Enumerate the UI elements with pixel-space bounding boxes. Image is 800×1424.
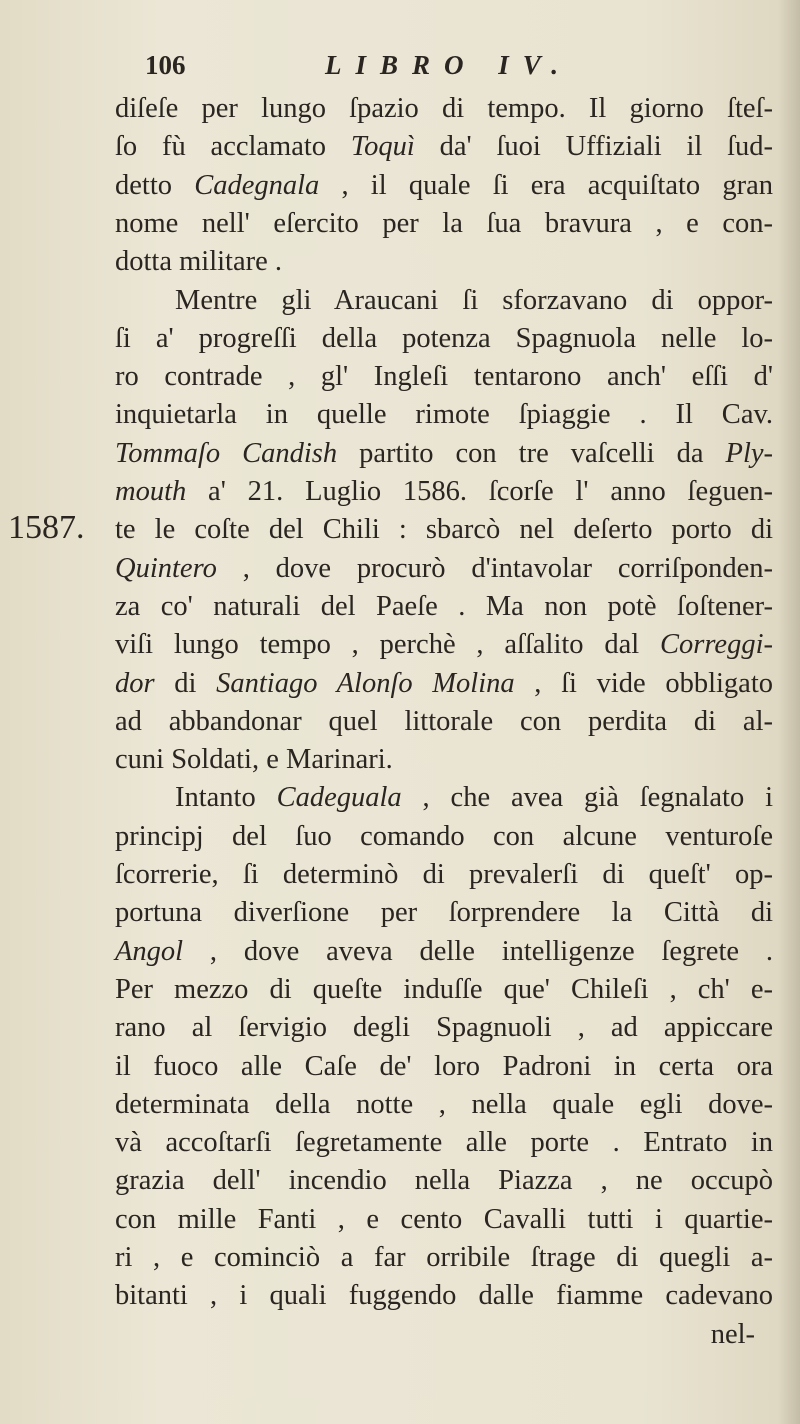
text-line [115, 590, 773, 624]
text-line [115, 1126, 773, 1160]
text-line [115, 169, 773, 203]
text-segment: , dove aveva delle intelligenze ſegrete . [183, 935, 773, 967]
text-line [115, 130, 773, 164]
text-line [115, 858, 773, 892]
text-line [115, 1050, 773, 1084]
text-segment: partito con tre vaſcelli da [337, 437, 726, 469]
text-line [115, 628, 773, 662]
italic-text: dor [115, 667, 155, 699]
running-head: LIBRO IV. [325, 50, 573, 80]
text-segment: dotta militare . [115, 246, 282, 278]
text-segment: cuni Soldati, e Marinari. [115, 744, 393, 776]
text-segment: bitanti , i quali fuggendo dalle fiamme cadevano [115, 1280, 773, 1312]
text-line [115, 552, 773, 586]
text-segment: da' ſuoi Uffiziali il ſud- [414, 131, 774, 163]
text-line [115, 1241, 773, 1275]
text-line [115, 1279, 773, 1313]
text-line [115, 1088, 773, 1122]
text-segment: ſo fù acclamato [115, 131, 351, 163]
text-line [175, 781, 773, 815]
text-segment: , il quale ſi era acquiſtato gran [319, 169, 773, 201]
text-segment: za co' naturali del Paeſe . Ma non potè ſoſtener- [115, 590, 773, 622]
text-segment: ſcorrerie, ſi determinò di prevalerſi di queſt' op- [115, 859, 773, 890]
text-segment: inquietarla in quelle rimote ſpiaggie . Il Cav. [115, 399, 773, 431]
text-segment: ſi a' progreſſi della potenza Spagnuola nelle lo- [115, 322, 773, 354]
page-number: 106 [145, 50, 186, 80]
text-segment: a' 21. Luglio 1586. ſcorſe l' anno ſeguen- [186, 476, 773, 507]
text-segment: và accoſtarſi ſegretamente alle porte . Entrato in [115, 1127, 773, 1159]
text-line [115, 398, 773, 432]
italic-text: mouth [115, 476, 187, 507]
text-segment: Mentre gli Araucani ſi sforzavano di oppor- [175, 284, 773, 316]
text-segment: , che avea già ſegnalato i [401, 782, 773, 814]
text-segment: ro contrade , gl' Ingleſi tentarono anch' eſſi d' [115, 361, 773, 393]
margin-year-note: 1587. [8, 509, 85, 547]
text-line [115, 475, 773, 509]
text-line [115, 1203, 773, 1237]
text-segment: Intanto [175, 782, 277, 814]
italic-text: Santiago Alonſo Molina [216, 667, 515, 699]
text-segment: Per mezzo di queſte induſſe que' Chileſi , ch' e- [115, 973, 773, 1005]
text-line [115, 437, 773, 471]
text-segment: ri , e cominciò a far orribile ſtrage di quegli a- [115, 1242, 773, 1273]
text-segment: diſeſe per lungo ſpazio di tempo. Il giorno ſteſ- [115, 93, 773, 124]
text-segment: rano al ſervigio degli Spagnuoli , ad appiccare [115, 1012, 773, 1044]
text-segment: il fuoco alle Caſe de' loro Padroni in certa ora [115, 1050, 773, 1082]
text-line [115, 322, 773, 356]
text-line [115, 92, 773, 126]
italic-text: Cadegnala [194, 169, 320, 201]
italic-text: Cadeguala [276, 782, 402, 814]
text-line [115, 667, 773, 701]
text-line [115, 896, 773, 930]
text-segment: principj del ſuo comando con alcune venturoſe [115, 820, 773, 852]
italic-text: Tommaſo Candish [115, 437, 338, 469]
italic-text: Quintero [115, 552, 217, 584]
text-segment: determinata della notte , nella quale egli dove- [115, 1088, 773, 1120]
text-line [115, 705, 773, 739]
text-line [115, 1011, 773, 1045]
text-line [115, 245, 773, 279]
page-edge-shadow [778, 0, 800, 1424]
text-segment: nome nell' eſercito per la ſua bravura , e con- [115, 207, 773, 239]
text-line [115, 973, 773, 1007]
text-segment: di [154, 667, 217, 699]
text-line [115, 935, 773, 969]
italic-text: Angol [115, 935, 184, 967]
italic-text: Ply- [725, 437, 773, 469]
page-header [115, 50, 675, 86]
text-segment: portuna diverſione per ſorprendere la Città di [115, 897, 773, 929]
text-line [115, 207, 773, 241]
text-line [115, 513, 773, 547]
text-line [115, 820, 773, 854]
text-segment: , ſi vide obbligato [514, 667, 774, 699]
italic-text: Toquì [350, 131, 415, 163]
text-line [175, 284, 773, 318]
text-segment: grazia dell' incendio nella Piazza , ne occupò [115, 1165, 773, 1197]
text-line [115, 1318, 755, 1352]
text-segment: detto [115, 169, 195, 201]
italic-text: Correggi- [660, 629, 773, 661]
text-segment: , dove procurò d'intavolar corriſponden- [216, 552, 773, 584]
text-segment: con mille Fanti , e cento Cavalli tutti i quartie- [115, 1203, 773, 1235]
text-line [115, 360, 773, 394]
text-segment: ad abbandonar quel littorale con perdita di al- [115, 705, 773, 737]
text-line [115, 743, 773, 777]
text-segment: te le coſte del Chili : sbarcò nel deſerto porto di [115, 514, 773, 546]
text-line [115, 1164, 773, 1198]
text-segment: viſi lungo tempo , perchè , aſſalito dal [115, 629, 661, 661]
text-segment: nel- [710, 1318, 755, 1350]
